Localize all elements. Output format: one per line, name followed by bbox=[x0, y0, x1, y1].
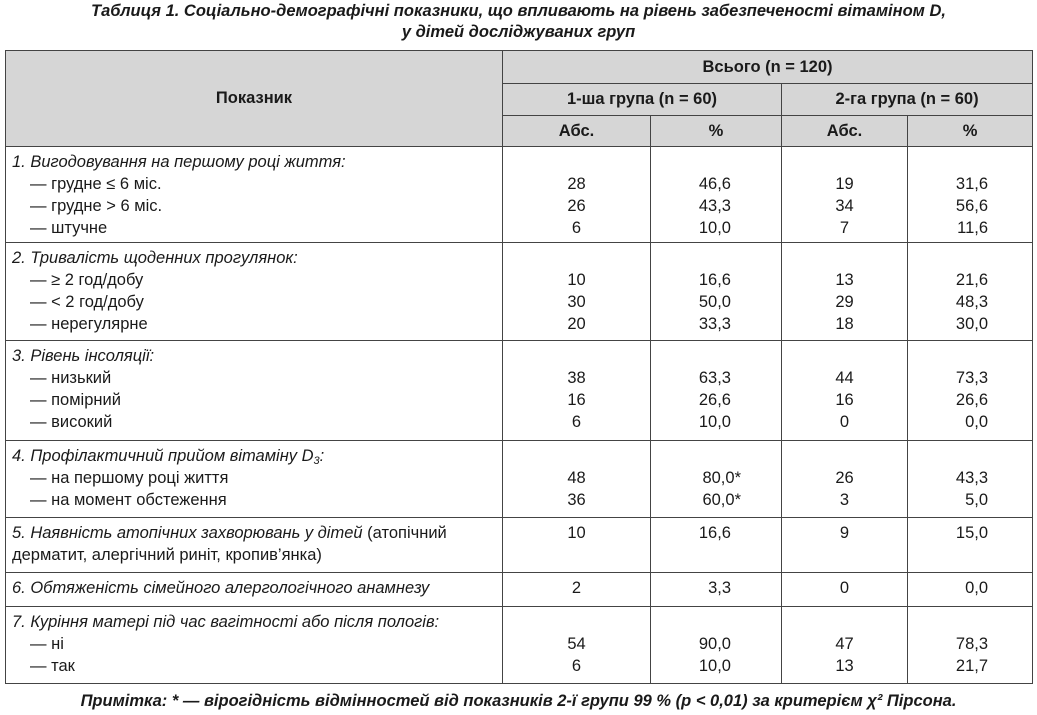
g2-abs-cell bbox=[782, 243, 908, 341]
section-title-end: : bbox=[319, 447, 325, 465]
row-label: — ні bbox=[30, 635, 64, 653]
value: 6 bbox=[571, 413, 582, 431]
g2-abs-cell bbox=[782, 573, 908, 607]
value: 18 bbox=[835, 315, 854, 333]
g2-pct-cell bbox=[908, 518, 1033, 573]
table-row bbox=[6, 147, 1033, 243]
value: 54 bbox=[567, 635, 586, 653]
section-title: 3. Рівень інсоляції: bbox=[12, 347, 155, 365]
value: 29 bbox=[835, 293, 854, 311]
value: 48,3 bbox=[955, 293, 989, 311]
section-vitamin-d bbox=[6, 441, 503, 518]
g2-abs-cell bbox=[782, 518, 908, 573]
value: 9 bbox=[839, 524, 850, 542]
row-label: — так bbox=[30, 657, 75, 675]
value: 7 bbox=[839, 219, 850, 237]
value: 11,6 bbox=[957, 219, 989, 237]
value: 13 bbox=[835, 657, 854, 675]
section-feeding bbox=[6, 147, 503, 243]
value: 20 bbox=[567, 315, 586, 333]
g1-pct-cell bbox=[651, 243, 782, 341]
value: 80,0* bbox=[702, 469, 741, 487]
table-footnote: Примітка: * — вірогідність відмінностей від показників 2-ї групи 99 % (р < 0,01) за критерієм χ² Пірсона. bbox=[80, 692, 957, 710]
header-group-1: 1-ша група (n = 60) bbox=[503, 84, 782, 116]
section-title: 7. Куріння матері під час вагітності або після пологів: bbox=[12, 613, 440, 631]
header-g2-abs: Абс. bbox=[782, 116, 908, 147]
value: 13 bbox=[835, 271, 854, 289]
value: 30 bbox=[567, 293, 586, 311]
value: 34 bbox=[835, 197, 854, 215]
row-label: — ≥ 2 год/добу bbox=[30, 271, 144, 289]
row-label: — помірний bbox=[30, 391, 121, 409]
row-label: — низький bbox=[30, 369, 112, 387]
subscript: 3 bbox=[313, 455, 320, 467]
value: 46,6 bbox=[698, 175, 731, 193]
value: 10 bbox=[567, 271, 586, 289]
g2-pct-cell bbox=[908, 607, 1033, 684]
value: 0 bbox=[839, 579, 850, 597]
section-title-text: 4. Профілактичний прийом вітаміну D bbox=[12, 447, 314, 465]
value: 38 bbox=[567, 369, 586, 387]
value: 21,6 bbox=[955, 271, 989, 289]
value: 28 bbox=[567, 175, 586, 193]
value: 73,3 bbox=[955, 369, 989, 387]
value: 19 bbox=[835, 175, 854, 193]
value: 44 bbox=[835, 369, 854, 387]
value: 47 bbox=[835, 635, 854, 653]
section-title-text: 5. Наявність атопічних захворювань у дітей bbox=[12, 524, 363, 542]
header-g1-abs: Абс. bbox=[503, 116, 651, 147]
value: 5,0 bbox=[965, 491, 989, 509]
value: 0,0 bbox=[965, 579, 989, 597]
value: 10,0 bbox=[698, 413, 731, 431]
g1-abs-cell bbox=[503, 518, 651, 573]
value: 30,0 bbox=[955, 315, 989, 333]
g1-abs-cell bbox=[503, 573, 651, 607]
header-indicator: Показник bbox=[6, 51, 503, 147]
value: 3,3 bbox=[708, 579, 731, 597]
header-group-2: 2-га група (n = 60) bbox=[782, 84, 1033, 116]
section-atopic bbox=[6, 518, 503, 573]
value: 6 bbox=[571, 657, 582, 675]
value: 63,3 bbox=[698, 369, 731, 387]
value: 33,3 bbox=[698, 315, 731, 333]
value: 36 bbox=[567, 491, 586, 509]
data-table bbox=[5, 50, 1033, 684]
value: 10,0 bbox=[698, 657, 731, 675]
table-title-line-2: у дітей досліджуваних груп bbox=[401, 23, 636, 41]
header-g2-pct: % bbox=[908, 116, 1033, 147]
value: 0 bbox=[839, 413, 850, 431]
section-title bbox=[12, 522, 496, 544]
g2-pct-cell bbox=[908, 441, 1033, 518]
value: 0,0 bbox=[965, 413, 989, 431]
section-insolation bbox=[6, 341, 503, 441]
g1-abs-cell bbox=[503, 147, 651, 243]
g1-pct-cell bbox=[651, 441, 782, 518]
g1-pct-cell bbox=[651, 573, 782, 607]
table-row bbox=[6, 518, 1033, 573]
row-label: — на момент обстеження bbox=[30, 491, 227, 509]
section-title: 1. Вигодовування на першому році життя: bbox=[12, 153, 346, 171]
row-label: — штучне bbox=[30, 219, 108, 237]
value: 6 bbox=[571, 219, 582, 237]
value: 16,6 bbox=[698, 524, 731, 542]
header-total: Всього (n = 120) bbox=[503, 51, 1033, 84]
g1-pct-cell bbox=[651, 607, 782, 684]
value: 21,7 bbox=[955, 657, 989, 675]
value: 78,3 bbox=[955, 635, 989, 653]
g1-abs-cell bbox=[503, 243, 651, 341]
value: 50,0 bbox=[698, 293, 731, 311]
g2-abs-cell bbox=[782, 607, 908, 684]
header-g1-pct: % bbox=[651, 116, 782, 147]
g1-pct-cell bbox=[651, 147, 782, 243]
value: 90,0 bbox=[698, 635, 731, 653]
value: 43,3 bbox=[698, 197, 731, 215]
row-label: — грудне > 6 міс. bbox=[30, 197, 163, 215]
section-title-line-2: дерматит, алергічний риніт, кропив’янка) bbox=[12, 546, 322, 564]
value: 48 bbox=[567, 469, 586, 487]
value: 26 bbox=[835, 469, 854, 487]
row-label: — < 2 год/добу bbox=[30, 293, 144, 311]
row-label: — високий bbox=[30, 413, 113, 431]
row-label: — грудне ≤ 6 міс. bbox=[30, 175, 162, 193]
header-row-total bbox=[6, 51, 1033, 84]
value: 2 bbox=[571, 579, 582, 597]
value: 43,3 bbox=[955, 469, 989, 487]
g2-pct-cell bbox=[908, 341, 1033, 441]
g2-abs-cell bbox=[782, 341, 908, 441]
value: 15,0 bbox=[955, 524, 989, 542]
g1-abs-cell bbox=[503, 441, 651, 518]
section-family-history bbox=[6, 573, 503, 607]
section-title-rest: (атопічний bbox=[362, 524, 447, 542]
table-row bbox=[6, 243, 1033, 341]
value: 26 bbox=[567, 197, 586, 215]
g1-abs-cell bbox=[503, 341, 651, 441]
section-walks bbox=[6, 243, 503, 341]
row-label: — нерегулярне bbox=[30, 315, 148, 333]
value: 3 bbox=[839, 491, 850, 509]
value: 26,6 bbox=[698, 391, 731, 409]
value: 10,0 bbox=[698, 219, 731, 237]
table-title-line-1: Таблиця 1. Соціально-демографічні показники, що впливають на рівень забезпеченості вітаміном D, bbox=[91, 2, 946, 20]
section-maternal-smoking bbox=[6, 607, 503, 684]
table-row bbox=[6, 573, 1033, 607]
g1-pct-cell bbox=[651, 518, 782, 573]
value: 10 bbox=[567, 524, 586, 542]
section-title bbox=[12, 445, 496, 467]
value: 31,6 bbox=[955, 175, 989, 193]
value: 60,0* bbox=[702, 491, 741, 509]
value: 16,6 bbox=[698, 271, 731, 289]
g2-abs-cell bbox=[782, 441, 908, 518]
row-label: — на першому році життя bbox=[30, 469, 229, 487]
g1-abs-cell bbox=[503, 607, 651, 684]
table-row bbox=[6, 607, 1033, 684]
g2-pct-cell bbox=[908, 147, 1033, 243]
g1-pct-cell bbox=[651, 341, 782, 441]
section-title: 6. Обтяженість сімейного алергологічного анамнезу bbox=[12, 579, 430, 597]
value: 16 bbox=[835, 391, 854, 409]
value: 16 bbox=[567, 391, 586, 409]
g2-pct-cell bbox=[908, 573, 1033, 607]
table-caption bbox=[0, 0, 1037, 43]
g2-abs-cell bbox=[782, 147, 908, 243]
value: 26,6 bbox=[955, 391, 989, 409]
table-row bbox=[6, 441, 1033, 518]
value: 56,6 bbox=[955, 197, 989, 215]
table-row bbox=[6, 341, 1033, 441]
g2-pct-cell bbox=[908, 243, 1033, 341]
section-title: 2. Тривалість щоденних прогулянок: bbox=[12, 249, 298, 267]
